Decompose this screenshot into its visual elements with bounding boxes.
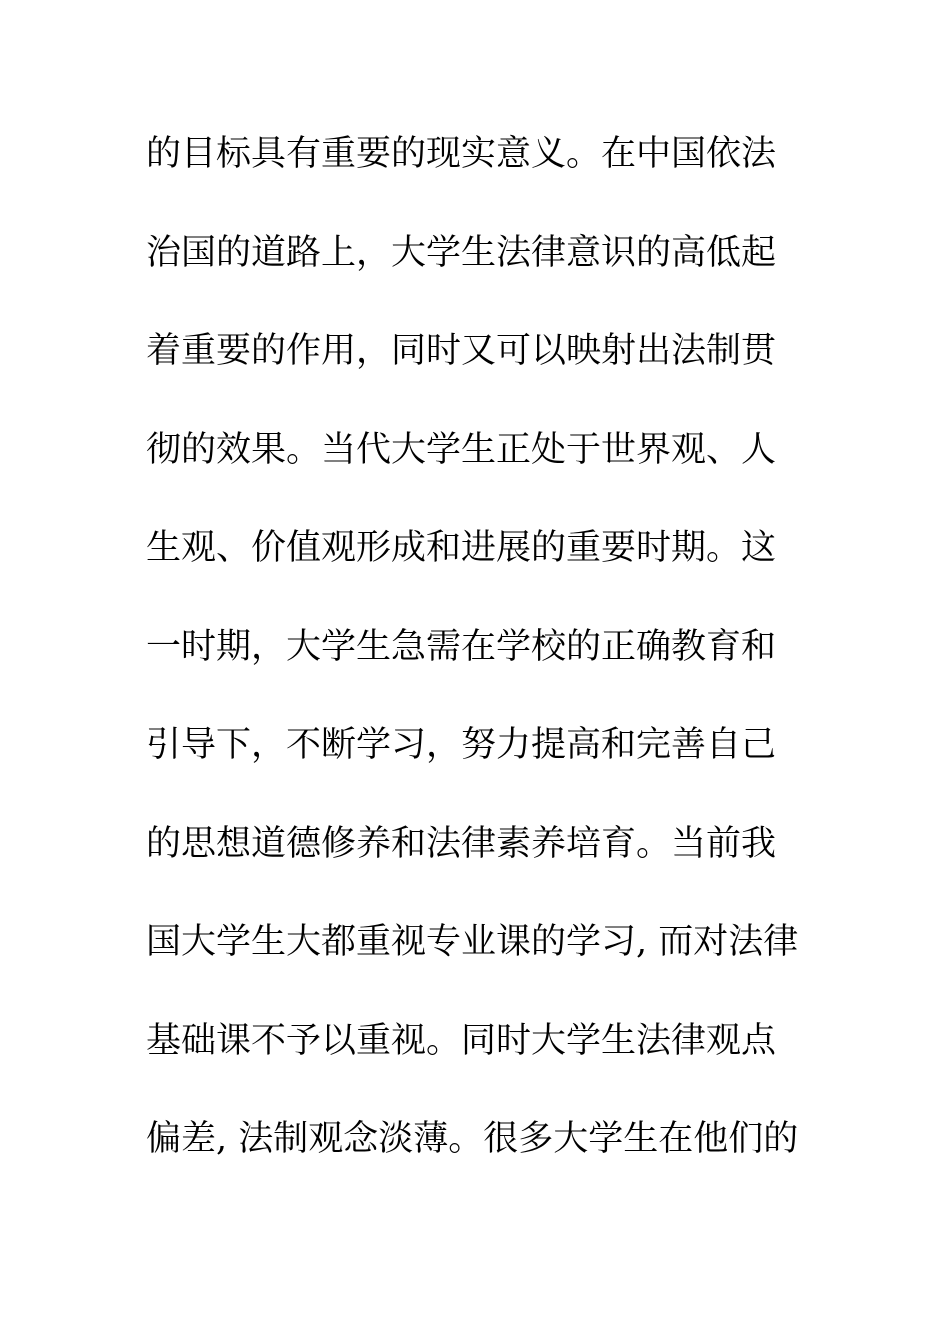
text-line-4: 彻的效果。当代大学生正处于世界观、人: [146, 429, 777, 470]
text-line-7: 引导下，不断学习，努力提高和完善自己: [146, 725, 777, 765]
text-line-5: 生观、价值观形成和进展的重要时期。这: [146, 528, 777, 568]
text-line-8: 的思想道德修养和法律素养培育。当前我: [146, 823, 777, 864]
text-line-1: 的目标具有重要的现实意义。在中国依法: [146, 134, 777, 174]
text-line-2: 治国的道路上，大学生法律意识的高低起: [146, 232, 777, 273]
text-line-6: 一时期，大学生急需在学校的正确教育和: [146, 626, 777, 667]
text-line-11: 偏差, 法制观念淡薄。很多大学生在他们的: [146, 1119, 799, 1159]
text-line-10: 基础课不予以重视。同时大学生法律观点: [146, 1020, 777, 1061]
text-line-3: 着重要的作用，同时又可以映射出法制贯: [146, 331, 777, 371]
text-line-9: 国大学生大都重视专业课的学习, 而对法律: [146, 922, 799, 962]
body-paragraph: [146, 122, 806, 1206]
